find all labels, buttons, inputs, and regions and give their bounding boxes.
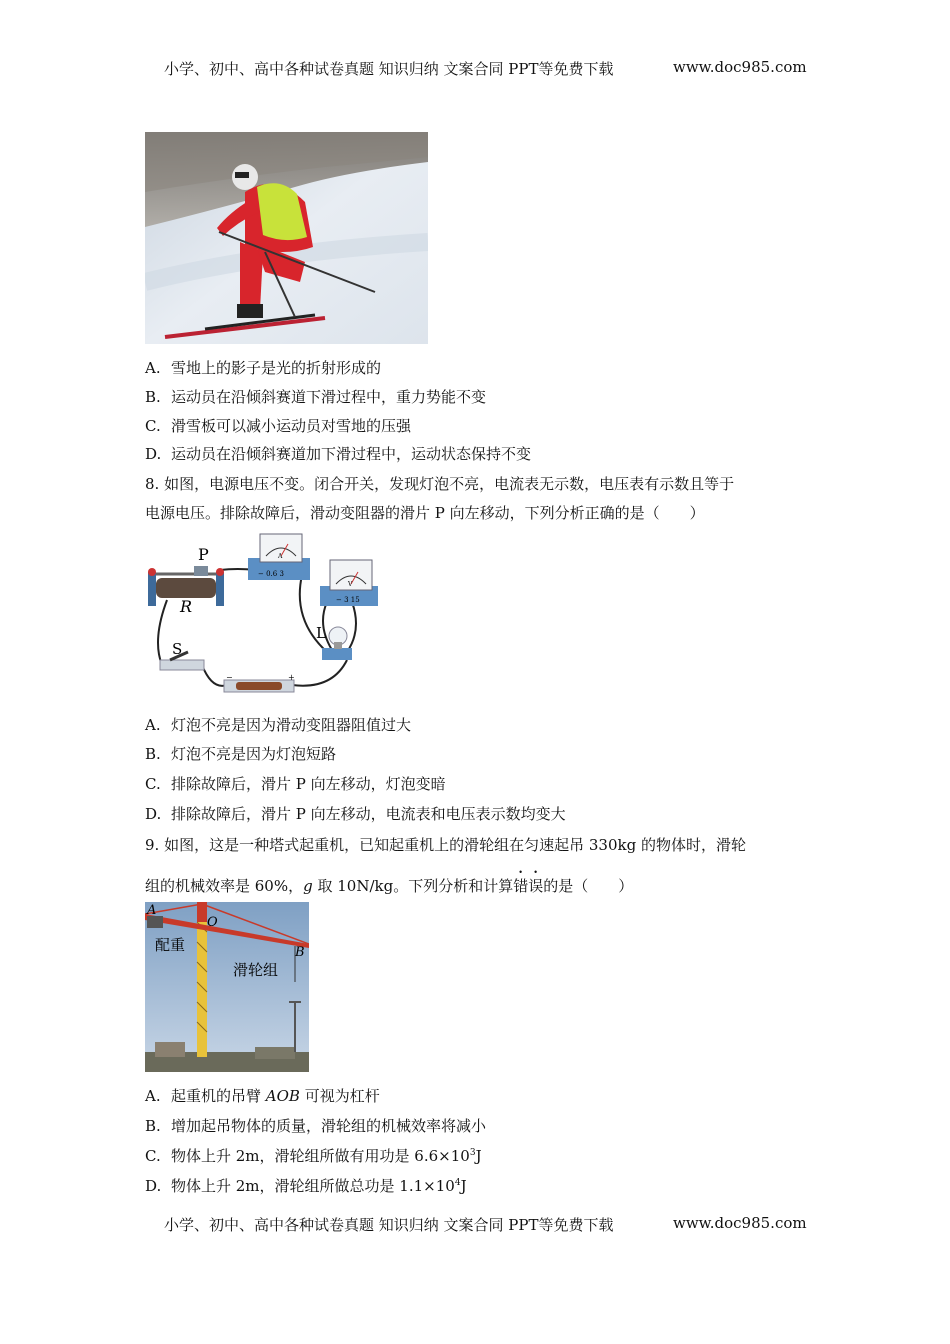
option-text: 灯泡不亮是因为滑动变阻器阻值过大 (171, 716, 412, 734)
option-label: A. (145, 716, 161, 734)
label-a: A (147, 903, 157, 918)
option-label: B. (145, 745, 161, 763)
option-text: 排除故障后，滑片 P 向左移动，电流表和电压表示数均变大 (171, 805, 566, 823)
option-pre: 物体上升 2m，滑轮组所做有用功是 6.6×10 (171, 1147, 470, 1165)
option-label: D. (145, 805, 162, 823)
header-url: www.doc985.com (673, 58, 807, 76)
option-text: 运动员在沿倾斜赛道加下滑过程中，运动状态保持不变 (171, 445, 532, 463)
option-text: 排除故障后，滑片 P 向左移动，灯泡变暗 (171, 775, 446, 793)
label-plus: + (288, 673, 295, 682)
ammeter-scale: − 0.6 3 (258, 570, 284, 578)
option-pre: 物体上升 2m，滑轮组所做总功是 1.1×10 (171, 1177, 455, 1195)
q7-option-b (145, 386, 486, 407)
option-italic: AOB (265, 1087, 300, 1105)
q9-g-symbol: g (303, 877, 313, 895)
crane-photo (145, 902, 309, 1072)
option-label: C. (145, 1147, 161, 1165)
option-post: 可视为杠杆 (299, 1087, 380, 1105)
option-text: 增加起吊物体的质量，滑轮组的机械效率将减小 (171, 1117, 487, 1135)
header-title: 小学、初中、高中各种试卷真题 知识归纳 文案合同 PPT等免费下载 (164, 60, 614, 78)
footer-url: www.doc985.com (673, 1214, 807, 1232)
label-counterweight: 配重 (155, 936, 186, 954)
footer-title: 小学、初中、高中各种试卷真题 知识归纳 文案合同 PPT等免费下载 (164, 1216, 614, 1234)
q8-option-c (145, 773, 446, 794)
q9-stem2-mid: 取 10N/kg。下列分析和计算 (312, 877, 514, 895)
option-label: B. (145, 388, 161, 406)
q8-option-a (145, 714, 411, 735)
option-text: 灯泡不亮是因为灯泡短路 (171, 745, 337, 763)
label-minus: − (226, 673, 233, 682)
q8-stem-line2: 电源电压。排除故障后，滑动变阻器的滑片 P 向左移动，下列分析正确的是（ ） (145, 504, 705, 522)
option-label: A. (145, 1087, 161, 1105)
option-sup: 3 (469, 1148, 476, 1158)
label-p: P (198, 545, 209, 564)
label-r: R (180, 597, 193, 616)
option-label: D. (145, 1177, 162, 1195)
circuit-diagram (142, 530, 387, 700)
option-label: B. (145, 1117, 161, 1135)
q8-option-b (145, 743, 336, 764)
option-pre: 起重机的吊臂 (171, 1087, 266, 1105)
q9-option-b (145, 1115, 486, 1136)
label-l: L (316, 624, 326, 642)
q9-stem-line1 (145, 834, 746, 855)
page-footer (0, 1214, 950, 1238)
skier-photo (145, 132, 428, 344)
q9-emphasis-wrong: 错误 (513, 877, 544, 895)
q8-option-d (145, 803, 566, 824)
voltmeter-scale: − 3 15 (336, 596, 360, 604)
q9-stem2-post: 的是（ ） (543, 877, 634, 895)
option-sup: 4 (454, 1178, 461, 1188)
option-label: A. (145, 359, 161, 377)
option-post: J (475, 1147, 482, 1165)
q9-mass: 330kg (588, 836, 637, 854)
q9-option-a (145, 1085, 380, 1106)
option-text: 滑雪板可以减小运动员对雪地的压强 (171, 417, 412, 435)
option-text: 运动员在沿倾斜赛道下滑过程中，重力势能不变 (171, 388, 487, 406)
q8-stem-line1: 8. 如图，电源电压不变。闭合开关，发现灯泡不亮，电流表无示数，电压表有示数且等于 (145, 475, 735, 493)
label-o: O (207, 915, 218, 930)
q9-stem-pre: 9. 如图，这是一种塔式起重机，已知起重机上的滑轮组在匀速起吊 (145, 836, 589, 854)
option-label: C. (145, 775, 161, 793)
option-label: C. (145, 417, 161, 435)
ammeter-symbol: A (278, 553, 283, 560)
q9-stem-line2 (145, 868, 633, 896)
option-post: J (460, 1177, 467, 1195)
label-s: S (172, 640, 183, 658)
q7-option-c (145, 415, 411, 436)
q7-option-d (145, 443, 531, 464)
voltmeter-symbol: V (348, 581, 353, 588)
option-text: 雪地上的影子是光的折射形成的 (171, 359, 382, 377)
q7-option-a (145, 357, 381, 378)
page-header (0, 58, 950, 82)
option-label: D. (145, 445, 162, 463)
label-pulley: 滑轮组 (233, 961, 279, 979)
q9-stem-post: 的物体时，滑轮 (636, 836, 746, 854)
q9-option-c (145, 1145, 482, 1166)
label-b: B (295, 945, 305, 960)
q9-stem2-pre: 组的机械效率是 60%， (145, 877, 304, 895)
q9-option-d (145, 1175, 467, 1196)
